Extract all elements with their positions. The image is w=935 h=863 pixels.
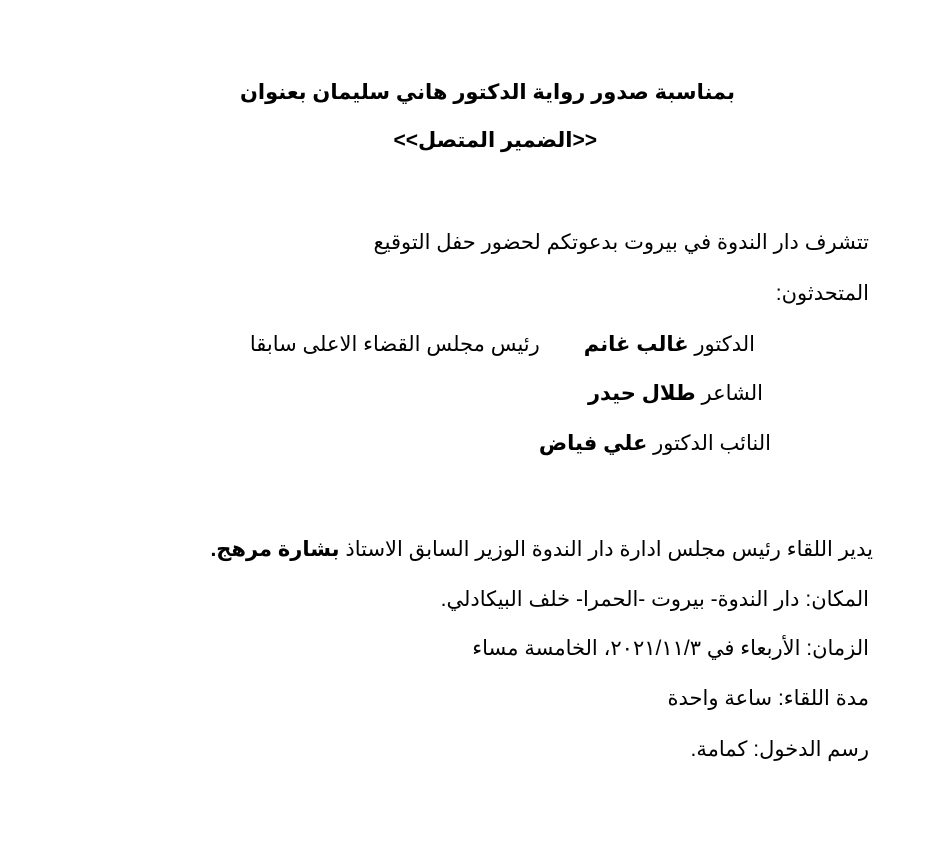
invitation-text: تتشرف دار الندوة في بيروت بدعوتكم لحضور حفل التوقيع (373, 231, 869, 254)
speaker-1 (250, 330, 755, 360)
moderator-line (210, 535, 873, 565)
fee-line: رسم الدخول: كمامة. (690, 738, 869, 761)
title-line-1: بمناسبة صدور رواية الدكتور هاني سليمان بعنوان (239, 81, 735, 104)
moderator-end: . (210, 538, 217, 561)
moderator-name: بشارة مرهج (216, 538, 340, 561)
duration-line: مدة اللقاء: ساعة واحدة (667, 687, 869, 710)
speaker-2 (588, 379, 763, 409)
speaker-1-name: غالب غانم (583, 333, 689, 356)
place-line: المكان: دار الندوة- بيروت -الحمرا- خلف البيكادلي. (440, 588, 869, 611)
title-line-2: <<الضمير المتصل>> (393, 129, 597, 152)
speaker-1-prefix: الدكتور (694, 333, 755, 356)
time-line: الزمان: الأربعاء في ٢٠٢١/١١/٣، الخامسة مساء (472, 637, 869, 660)
speaker-2-prefix: الشاعر (701, 382, 763, 405)
moderator-text: يدير اللقاء رئيس مجلس ادارة دار الندوة الوزير السابق الاستاذ (345, 538, 873, 561)
speakers-heading: المتحدثون: (775, 282, 869, 305)
speaker-2-name: طلال حيدر (587, 382, 696, 405)
speaker-1-role: رئيس مجلس القضاء الاعلى سابقا (249, 333, 540, 356)
speaker-3-name: علي فياض (538, 432, 648, 455)
speaker-3-prefix: النائب الدكتور (653, 432, 771, 455)
speaker-3 (539, 429, 771, 459)
